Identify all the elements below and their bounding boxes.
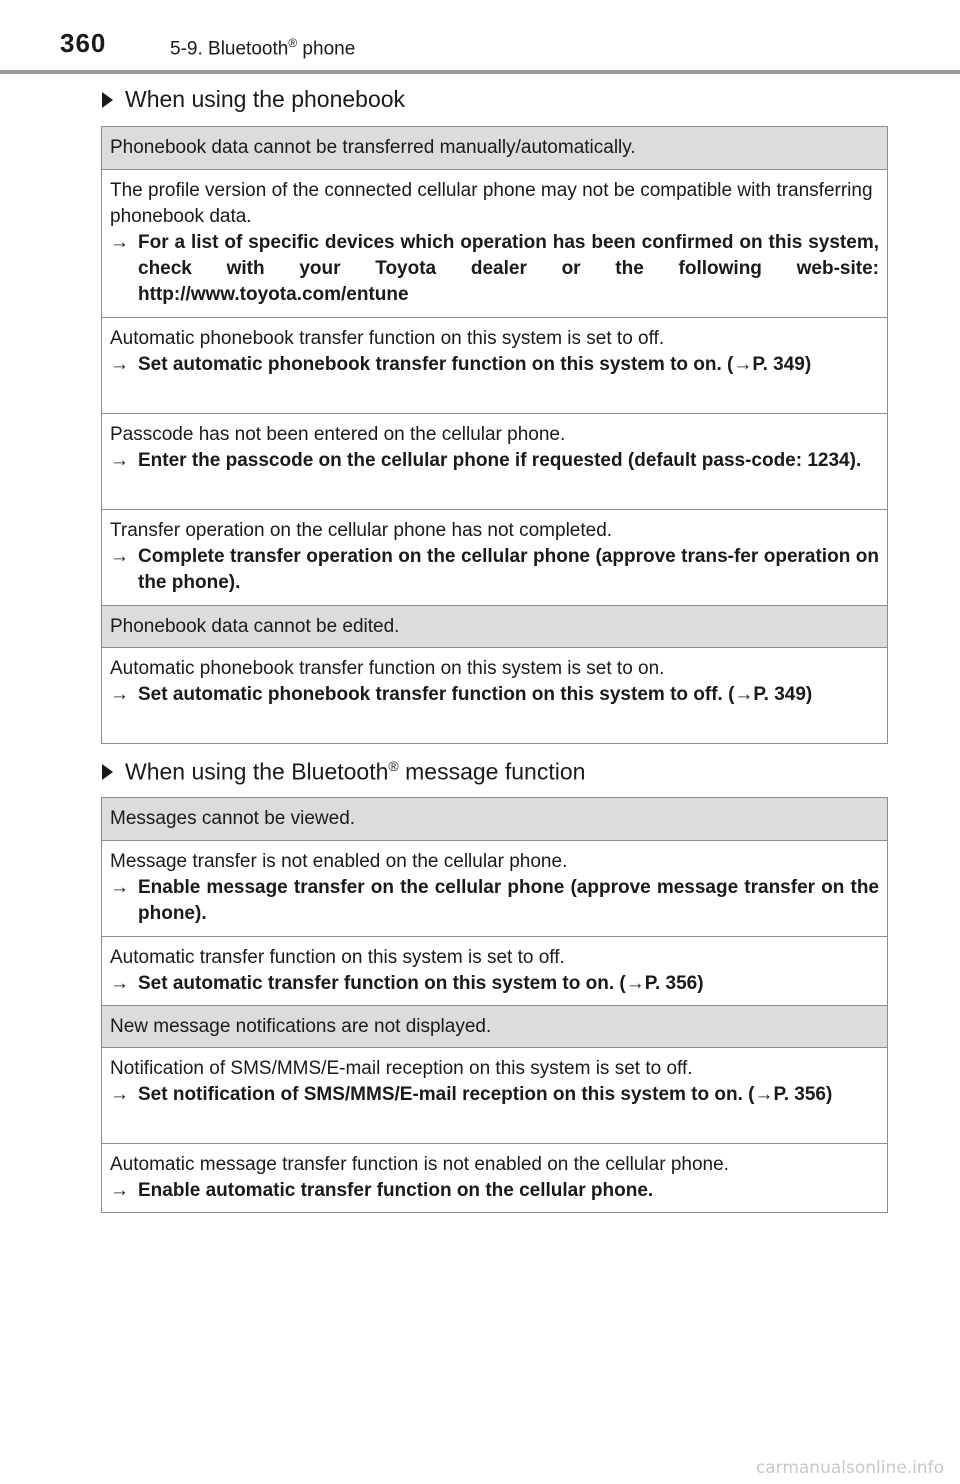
heading-text: Phonebook data cannot be edited.: [110, 616, 400, 637]
triangle-bullet-icon: [102, 764, 113, 780]
message-subheading: [102, 758, 585, 786]
page-number: 360: [60, 28, 107, 58]
remedy-text: Enable message transfer on the cellular phone (approve message transfer on the phone).: [138, 877, 879, 924]
arrow-icon: →: [110, 877, 129, 898]
cause-text: Notification of SMS/MMS/E-mail reception on this system is set to off.: [110, 1058, 693, 1079]
cause-text: Automatic transfer function on this system is set to off.: [110, 947, 565, 968]
arrow-icon: →: [110, 232, 129, 253]
message-table: [101, 797, 888, 1213]
phonebook-table: [101, 126, 888, 744]
table-heading-row: [102, 1005, 887, 1047]
page-header: [0, 0, 960, 76]
phonebook-subheading-text: When using the phonebook: [125, 86, 406, 112]
table-row: [102, 647, 887, 743]
arrow-icon: →: [110, 973, 129, 994]
remedy: [110, 971, 879, 997]
remedy-text: Set automatic phonebook transfer function on this system to off. (→P. 349): [138, 684, 813, 705]
registered-mark: ®: [388, 758, 399, 774]
table-heading-row: [102, 798, 887, 840]
remedy-text: Enable automatic transfer function on the cellular phone.: [138, 1180, 654, 1201]
heading-text: New message notifications are not displayed.: [110, 1016, 492, 1037]
remedy-text: Enter the passcode on the cellular phone if requested (default pass-code: 1234).: [138, 450, 862, 471]
message-subheading-suffix: message function: [398, 758, 586, 785]
cause-text: Message transfer is not enabled on the cellular phone.: [110, 851, 568, 872]
table-row: [102, 1047, 887, 1143]
remedy-text: Set automatic transfer function on this system to on. (→P. 356): [138, 973, 704, 994]
message-subheading-text: [125, 758, 585, 786]
arrow-icon: →: [110, 1180, 129, 1201]
table-heading-row: [102, 605, 887, 647]
arrow-icon: →: [110, 354, 129, 375]
remedy: [110, 1082, 879, 1108]
phonebook-subheading: [102, 86, 405, 113]
remedy: [110, 352, 879, 378]
header-rule: [0, 70, 960, 74]
table-row: [102, 1143, 887, 1212]
registered-mark: ®: [288, 36, 298, 50]
remedy: [110, 875, 879, 927]
section-title-text: 5-9. Bluetooth: [170, 38, 289, 60]
message-subheading-prefix: When using the Bluetooth: [125, 758, 389, 785]
remedy-text: For a list of specific devices which operation has been confirmed on this system, check with your Toyota dealer or the following web-site: http://www.toyota.com/entune: [138, 232, 879, 305]
remedy: [110, 544, 879, 596]
arrow-icon: →: [110, 450, 129, 471]
cause-text: Automatic phonebook transfer function on this system is set to on.: [110, 658, 665, 679]
arrow-icon: →: [110, 546, 129, 567]
cause-text: Automatic message transfer function is not enabled on the cellular phone.: [110, 1154, 729, 1175]
table-row: [102, 936, 887, 1005]
triangle-bullet-icon: [102, 92, 113, 108]
arrow-icon: →: [110, 684, 129, 705]
table-heading-row: [102, 127, 887, 169]
cause-text: The profile version of the connected cellular phone may not be compatible with transferring phonebook data.: [110, 180, 873, 227]
cause-text: Transfer operation on the cellular phone has not completed.: [110, 520, 613, 541]
cause-text: Automatic phonebook transfer function on this system is set to off.: [110, 328, 665, 349]
table-row: [102, 840, 887, 936]
remedy-text: Set automatic phonebook transfer function on this system to on. (→P. 349): [138, 354, 812, 375]
table-row: [102, 413, 887, 509]
table-row: [102, 169, 887, 317]
watermark: carmanualsonline.info: [755, 1458, 944, 1478]
table-row: [102, 317, 887, 413]
remedy: [110, 448, 879, 474]
table-row: [102, 509, 887, 605]
remedy: [110, 682, 879, 708]
remedy-text: Complete transfer operation on the cellular phone (approve trans-fer operation on the phone).: [138, 546, 879, 593]
section-title-suffix: phone: [297, 38, 356, 60]
remedy: [110, 230, 879, 308]
remedy: [110, 1178, 879, 1204]
heading-text: Phonebook data cannot be transferred manually/automatically.: [110, 137, 636, 158]
heading-text: Messages cannot be viewed.: [110, 808, 356, 829]
section-title: [170, 36, 355, 60]
remedy-text: Set notification of SMS/MMS/E-mail reception on this system to on. (→P. 356): [138, 1084, 833, 1105]
arrow-icon: →: [110, 1084, 129, 1105]
cause-text: Passcode has not been entered on the cellular phone.: [110, 424, 566, 445]
